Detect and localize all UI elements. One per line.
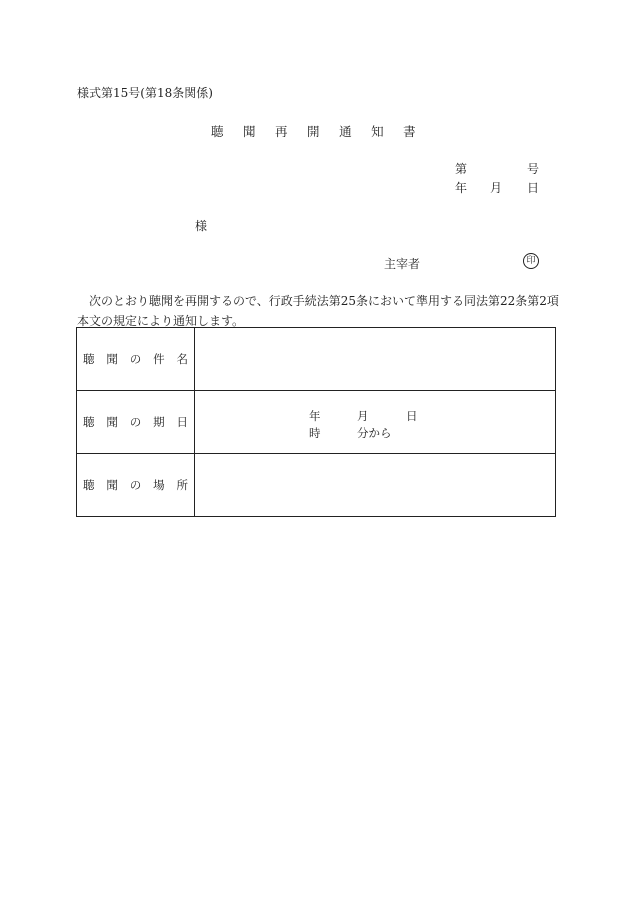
date-day-label: 日 (527, 181, 540, 195)
label-char: 期 (153, 415, 165, 429)
hearing-day-label: 日 (406, 409, 418, 423)
table-row (77, 454, 556, 517)
row-label-case-name (77, 328, 195, 391)
title-char: 開 (307, 124, 321, 139)
body-text: 次のとおり聴聞を再開するので、行政手続法第25条において準用する同法第22条第2項本文の規定により通知します。 (77, 294, 559, 328)
number-suffix: 号 (527, 162, 540, 176)
title-char: 知 (371, 124, 385, 139)
label-char: の (129, 415, 142, 429)
document-title (211, 122, 417, 140)
title-char: 聞 (243, 124, 257, 139)
date-month-label: 月 (490, 181, 503, 195)
case-name-field[interactable] (195, 328, 556, 391)
form-number: 様式第15号(第18条関係) (77, 86, 213, 100)
hearing-year-label: 年 (309, 409, 321, 423)
label-char: 件 (153, 352, 165, 366)
title-char: 聴 (211, 124, 225, 139)
date-year-label: 年 (455, 181, 468, 195)
hearing-hour-label: 時 (309, 426, 321, 440)
hearing-info-table (76, 327, 556, 517)
label-char: 名 (176, 352, 188, 366)
row-label-date (77, 391, 195, 454)
hearing-minute-label: 分から (357, 426, 392, 440)
label-char: 所 (176, 478, 188, 492)
title-char: 書 (403, 124, 417, 139)
row-label-place (77, 454, 195, 517)
label-char: の (129, 478, 142, 492)
label-char: 聴 (83, 415, 95, 429)
title-char: 通 (339, 124, 353, 139)
title-char: 再 (275, 124, 289, 139)
label-char: の (129, 352, 142, 366)
table-row (77, 328, 556, 391)
label-char: 聞 (106, 415, 118, 429)
place-field[interactable] (195, 454, 556, 517)
label-char: 聞 (106, 478, 118, 492)
hearing-month-label: 月 (357, 409, 369, 423)
number-label: 第 (455, 162, 468, 176)
table-row (77, 391, 556, 454)
label-char: 聴 (83, 352, 95, 366)
seal-mark: 印 (523, 253, 539, 269)
addressee-suffix: 様 (195, 219, 208, 233)
label-char: 聴 (83, 478, 95, 492)
hearing-date-field[interactable] (195, 391, 556, 454)
label-char: 日 (176, 415, 188, 429)
organizer-label: 主宰者 (384, 257, 421, 271)
label-char: 聞 (106, 352, 118, 366)
body-paragraph (77, 291, 567, 331)
label-char: 場 (153, 478, 165, 492)
